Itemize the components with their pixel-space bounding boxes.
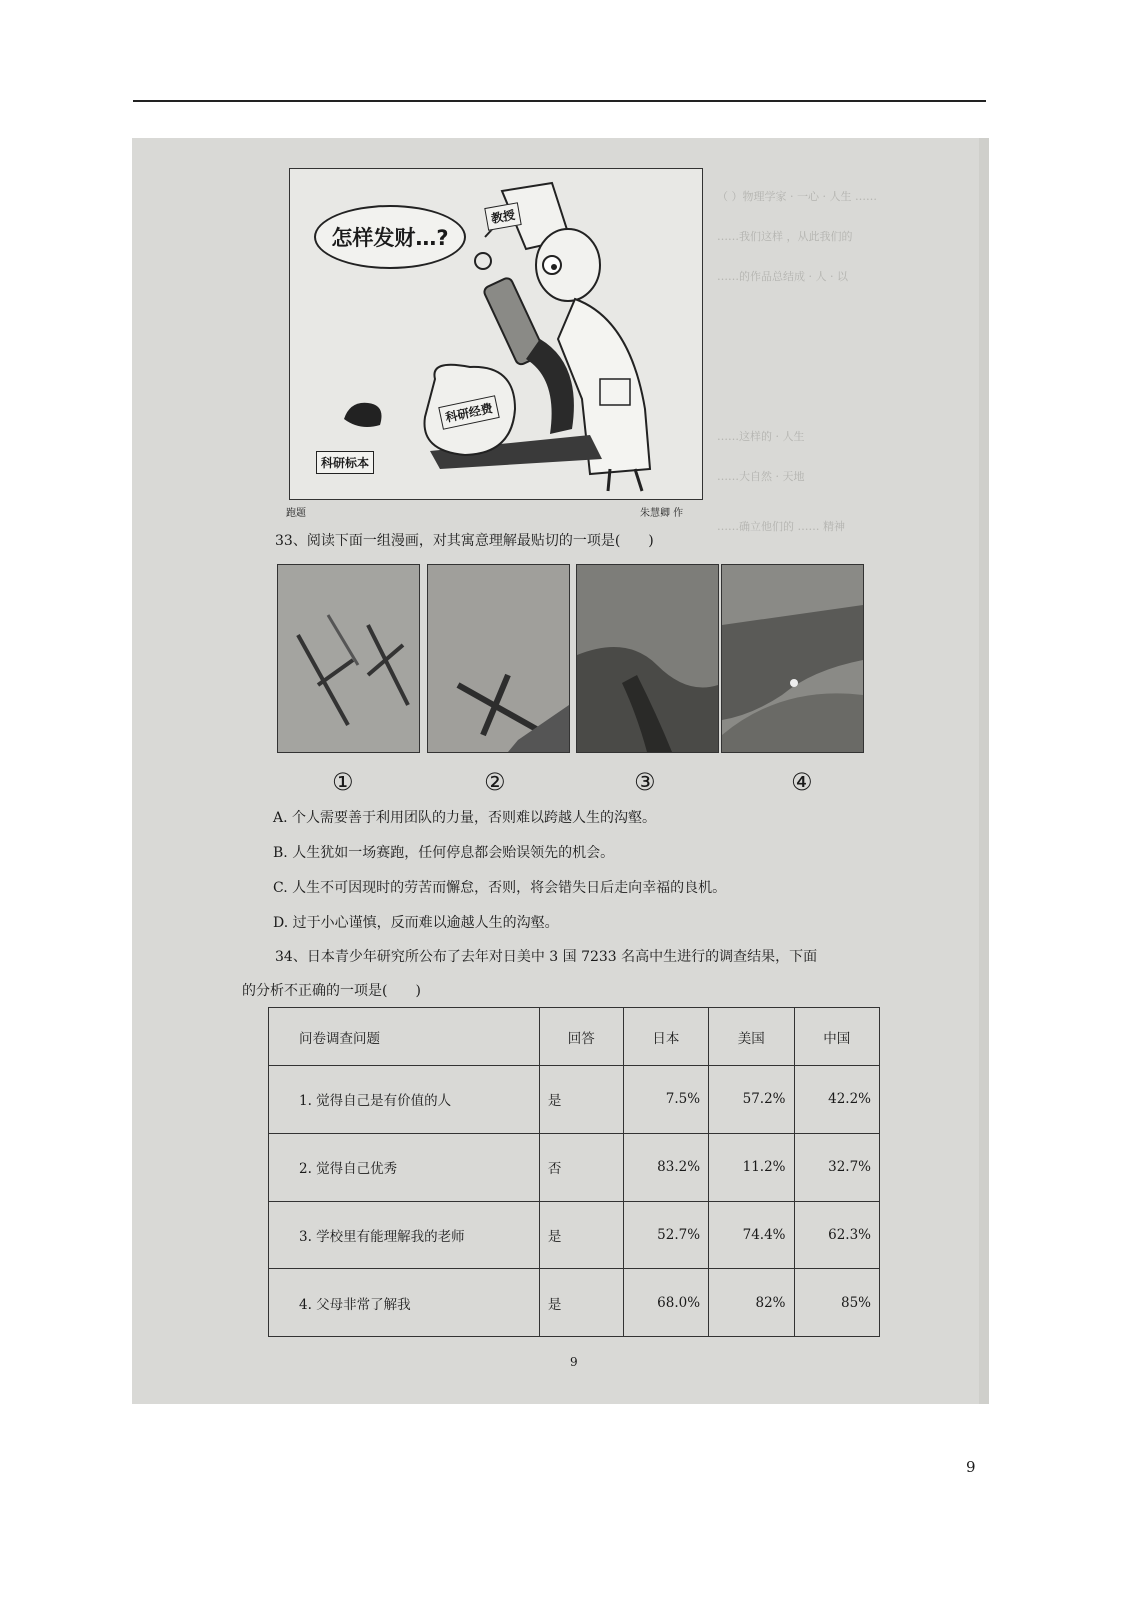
row-answer: 是 bbox=[539, 1066, 623, 1134]
row-usa: 74.4% bbox=[709, 1201, 794, 1269]
scanned-page bbox=[132, 138, 989, 1404]
panel-label-4: ④ bbox=[791, 768, 813, 796]
comic-panel-3 bbox=[576, 564, 719, 753]
panel-label-2: ② bbox=[484, 768, 506, 796]
comic-panel-4 bbox=[721, 564, 864, 753]
question-34-stem-line1: 34、日本青少年研究所公布了去年对日美中 3 国 7233 名高中生进行的调查结果，下面 bbox=[275, 949, 818, 965]
bleed-through-text: ……这样的 · 人生 bbox=[717, 430, 805, 443]
bleed-through-text: ……我们这样 ，从此我们的 bbox=[717, 230, 853, 243]
question-33-option-d: D. 过于小心谨慎，反而难以逾越人生的沟壑。 bbox=[273, 915, 559, 931]
row-question: 2. 觉得自己优秀 bbox=[269, 1133, 540, 1201]
bleed-through-text: ……大自然 · 天地 bbox=[717, 470, 805, 483]
table-header-row bbox=[269, 1008, 880, 1066]
box-label: 科研标本 bbox=[316, 451, 374, 474]
bleed-through-text: ……的作品总结成 · 人 · 以 bbox=[717, 270, 848, 283]
row-china: 42.2% bbox=[794, 1066, 879, 1134]
panel-label-3: ③ bbox=[634, 768, 656, 796]
cartoon-illustration bbox=[289, 168, 703, 500]
comic-panel-2 bbox=[427, 564, 570, 753]
scan-edge bbox=[979, 138, 989, 1404]
header-china: 中国 bbox=[794, 1008, 879, 1066]
header-answer: 回答 bbox=[539, 1008, 623, 1066]
row-usa: 57.2% bbox=[709, 1066, 794, 1134]
cartoon-credit: 朱慧卿 作 bbox=[640, 508, 684, 519]
panel-label-1: ① bbox=[332, 768, 354, 796]
row-usa: 11.2% bbox=[709, 1133, 794, 1201]
row-japan: 52.7% bbox=[623, 1201, 708, 1269]
speech-bubble: 怎样发财…? bbox=[314, 205, 466, 269]
survey-table bbox=[268, 1007, 880, 1337]
row-answer: 是 bbox=[539, 1269, 623, 1337]
question-33-stem: 33、阅读下面一组漫画，对其寓意理解最贴切的一项是( ) bbox=[275, 533, 654, 549]
bleed-through-text: ……确立他们的 …… 精神 bbox=[717, 520, 845, 533]
row-question: 4. 父母非常了解我 bbox=[269, 1269, 540, 1337]
row-question: 3. 学校里有能理解我的老师 bbox=[269, 1201, 540, 1269]
table-row bbox=[269, 1066, 880, 1134]
header-question: 问卷调查问题 bbox=[269, 1008, 540, 1066]
bleed-through-text: （ ）物理学家 · 一心 · 人生 …… bbox=[717, 190, 877, 203]
table-row bbox=[269, 1201, 880, 1269]
bag-label: 科研经费 bbox=[438, 395, 500, 430]
row-china: 85% bbox=[794, 1269, 879, 1337]
row-japan: 68.0% bbox=[623, 1269, 708, 1337]
header-usa: 美国 bbox=[709, 1008, 794, 1066]
hat-label: 教授 bbox=[484, 202, 521, 231]
row-answer: 否 bbox=[539, 1133, 623, 1201]
table-row bbox=[269, 1269, 880, 1337]
row-usa: 82% bbox=[709, 1269, 794, 1337]
page-number: 9 bbox=[966, 1458, 976, 1476]
row-japan: 83.2% bbox=[623, 1133, 708, 1201]
question-33-option-c: C. 人生不可因现时的劳苦而懈怠，否则，将会错失日后走向幸福的良机。 bbox=[273, 880, 727, 896]
question-34-stem-line2: 的分析不正确的一项是( ) bbox=[242, 983, 421, 999]
scan-page-number: 9 bbox=[570, 1355, 578, 1369]
cartoon-caption: 跑题 bbox=[286, 508, 306, 519]
question-33-option-a: A. 个人需要善于利用团队的力量，否则难以跨越人生的沟壑。 bbox=[273, 810, 657, 826]
row-japan: 7.5% bbox=[623, 1066, 708, 1134]
row-question: 1. 觉得自己是有价值的人 bbox=[269, 1066, 540, 1134]
table-row bbox=[269, 1133, 880, 1201]
header-japan: 日本 bbox=[623, 1008, 708, 1066]
comic-panel-1 bbox=[277, 564, 420, 753]
header-rule bbox=[133, 100, 986, 102]
question-33-option-b: B. 人生犹如一场赛跑，任何停息都会贻误领先的机会。 bbox=[273, 845, 615, 861]
row-answer: 是 bbox=[539, 1201, 623, 1269]
row-china: 62.3% bbox=[794, 1201, 879, 1269]
row-china: 32.7% bbox=[794, 1133, 879, 1201]
